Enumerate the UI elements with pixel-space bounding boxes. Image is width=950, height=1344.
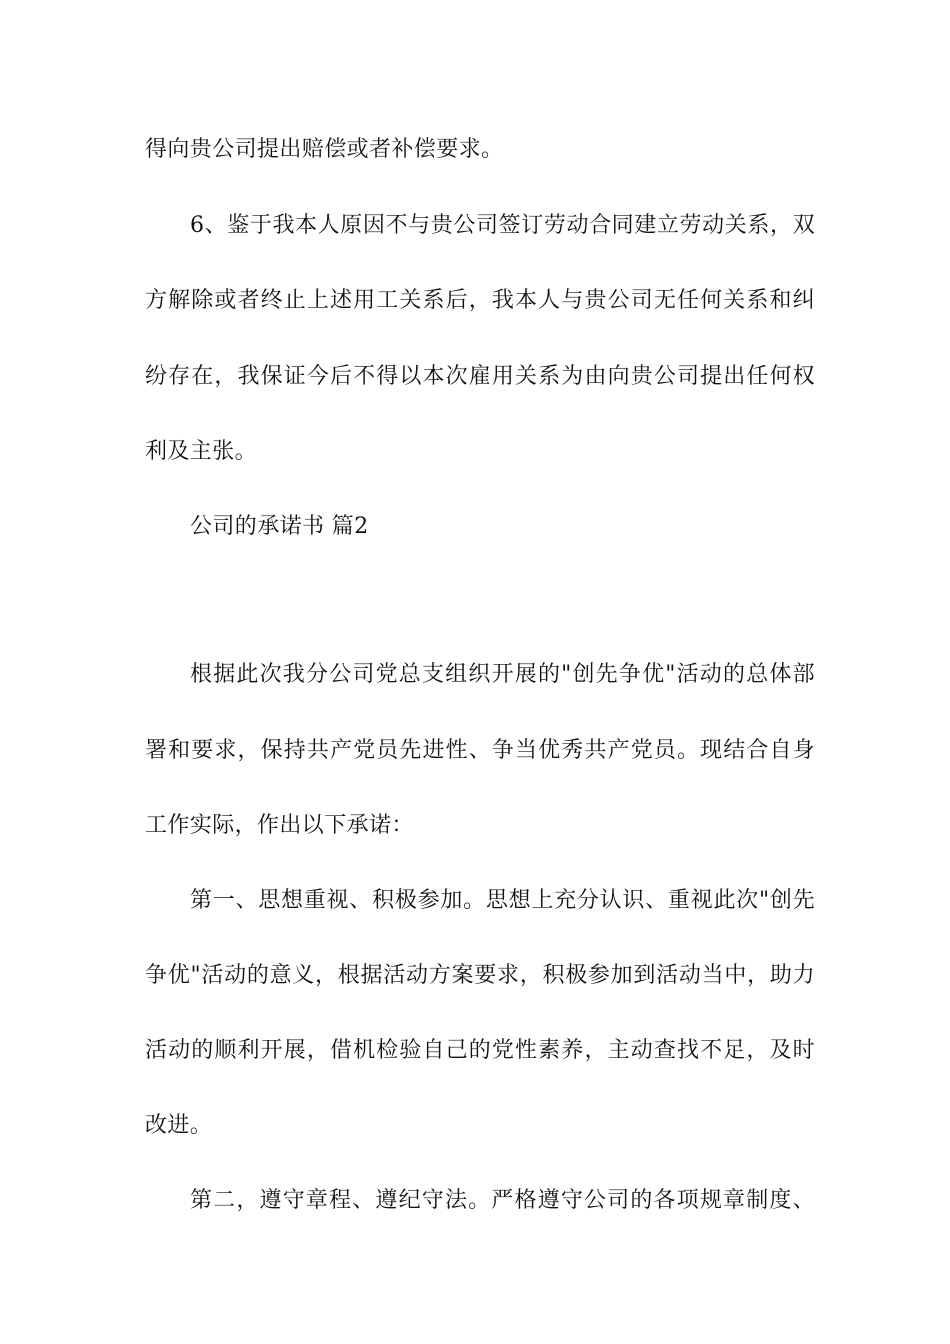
text-line-5: 利及主张。 <box>145 439 258 464</box>
text-line-4: 纷存在，我保证今后不得以本次雇用关系为由向贵公司提出任何权 <box>145 364 815 389</box>
text-line-12: 活动的顺利开展，借机检验自己的党性素养，主动查找不足，及时 <box>145 1038 815 1063</box>
text-line-7: 根据此次我分公司党总支组织开展的"创先争优"活动的总体部 <box>190 662 815 687</box>
text-line-3: 方解除或者终止上述用工关系后，我本人与贵公司无任何关系和纠 <box>145 288 815 313</box>
text-line-8: 署和要求，保持共产党员先进性、争当优秀共产党员。现结合自身 <box>145 738 815 763</box>
text-line-13: 改进。 <box>145 1113 213 1138</box>
text-line-14: 第二，遵守章程、遵纪守法。严格遵守公司的各项规章制度、 <box>190 1188 815 1213</box>
text-line-2: 6、鉴于我本人原因不与贵公司签订劳动合同建立劳动关系，双 <box>190 213 815 238</box>
section-heading: 公司的承诺书 篇2 <box>190 514 369 539</box>
text-line-9: 工作实际，作出以下承诺： <box>145 813 414 838</box>
text-line-10: 第一、思想重视、积极参加。思想上充分认识、重视此次"创先 <box>190 888 815 913</box>
text-line-11: 争优"活动的意义，根据活动方案要求，积极参加到活动当中，助力 <box>145 963 815 988</box>
text-line-1: 得向贵公司提出赔偿或者补偿要求。 <box>145 137 504 162</box>
